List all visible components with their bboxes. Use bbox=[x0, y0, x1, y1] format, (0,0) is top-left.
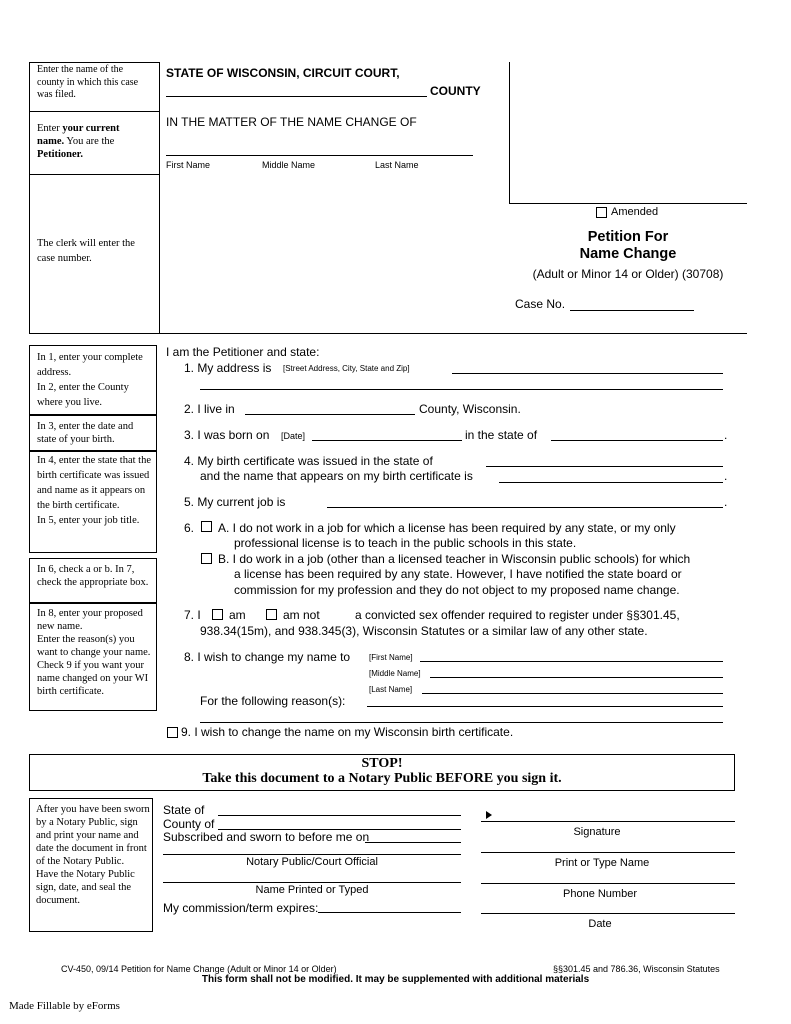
phone-label: Phone Number bbox=[563, 888, 637, 900]
item-6-number: 6. bbox=[184, 521, 195, 535]
county-residence-line[interactable] bbox=[245, 414, 415, 415]
subtitle: (Adult or Minor 14 or Older) (30708) bbox=[532, 267, 724, 281]
state-of-label: State of bbox=[163, 803, 205, 817]
signature-label: Signature bbox=[573, 826, 621, 838]
statutes: §§301.45 and 786.36, Wisconsin Statutes bbox=[553, 964, 720, 974]
am-label: am bbox=[229, 608, 246, 622]
notary-signature-line[interactable] bbox=[163, 854, 461, 855]
address-line-1[interactable] bbox=[452, 373, 723, 374]
option-6b-checkbox[interactable] bbox=[201, 553, 212, 564]
caption-bottom-line bbox=[509, 203, 747, 204]
notary-hint: After you have been sworn by a Notary Public, sign and print your name and date the document in front of the Notary Public. Have the Notary Public sign, date, and seal the document. bbox=[36, 804, 150, 906]
notary-printed-label: Name Printed or Typed bbox=[255, 884, 369, 896]
item-6b-line-3: commission for my profession and they do not object to my proposed name change. bbox=[234, 583, 680, 597]
commission-line[interactable] bbox=[318, 912, 461, 913]
item-7-line-2: 938.34(15m), and 938.345(3), Wisconsin Statutes or a similar law of any other state. bbox=[200, 624, 648, 638]
am-not-label: am not bbox=[283, 608, 320, 622]
form-notice: This form shall not be modified. It may be supplemented with additional materials bbox=[201, 974, 590, 985]
name-hint bbox=[37, 122, 147, 161]
last-name-label: Last Name bbox=[375, 160, 419, 170]
county-of-label: County of bbox=[163, 817, 215, 831]
hint-8-9: In 8, enter your proposed new name. Enter the reason(s) you want to change your name. Check 9 if you want your name changed on your WI birth certificate. bbox=[37, 608, 151, 697]
item-6b-line-2: a license has been required by any state. However, I have notified the state board or bbox=[234, 567, 682, 581]
notary-printed-line[interactable] bbox=[163, 882, 461, 883]
hint-1-2: In 1, enter your complete address. In 2, enter the County where you live. bbox=[37, 352, 143, 408]
item-2-suffix: County, Wisconsin. bbox=[419, 402, 521, 416]
petitioner-signature-line[interactable] bbox=[481, 821, 735, 822]
notary-official-label: Notary Public/Court Official bbox=[246, 856, 378, 868]
item-7-text: a convicted sex offender required to register under §§301.45, bbox=[355, 608, 680, 622]
name-hint-bold2: Petitioner. bbox=[37, 149, 83, 160]
arrow-right-icon bbox=[486, 811, 492, 819]
item-6a-line-2: professional license is to teach in the public schools in this state. bbox=[234, 536, 577, 550]
item-6b-line-1: B. I do work in a job (other than a licensed teacher in Wisconsin public schools) for which bbox=[218, 552, 691, 566]
county-label: COUNTY bbox=[430, 84, 481, 98]
item-3-mid: in the state of bbox=[465, 428, 538, 442]
matter-heading: IN THE MATTER OF THE NAME CHANGE OF bbox=[166, 115, 417, 129]
item-3-period: . bbox=[724, 428, 728, 442]
item-4-line-b: and the name that appears on my birth certificate is bbox=[200, 469, 473, 483]
item-1-label: 1. My address is bbox=[184, 361, 272, 375]
header-divider bbox=[159, 62, 160, 334]
case-no-line[interactable] bbox=[570, 310, 694, 311]
clerk-hint: The clerk will enter the case number. bbox=[37, 238, 135, 264]
am-not-checkbox[interactable] bbox=[266, 609, 277, 620]
am-checkbox[interactable] bbox=[212, 609, 223, 620]
commission-label: My commission/term expires: bbox=[163, 901, 319, 915]
item-5-label: 5. My current job is bbox=[184, 495, 286, 509]
item-5-period: . bbox=[724, 495, 728, 509]
item-4-line-a: 4. My birth certificate was issued in the state of bbox=[184, 454, 433, 468]
case-no-label: Case No. bbox=[515, 297, 566, 311]
print-name-line[interactable] bbox=[481, 852, 735, 853]
item-3-hint: [Date] bbox=[281, 431, 306, 441]
date-line[interactable] bbox=[481, 913, 735, 914]
middle-name-label: Middle Name bbox=[262, 160, 316, 170]
name-hint-bold: your current name. bbox=[37, 123, 120, 147]
amended-label: Amended bbox=[611, 206, 659, 218]
item-6a-line-1: A. I do not work in a job for which a license has been required by any state, or my only bbox=[218, 521, 676, 535]
certificate-name-line[interactable] bbox=[499, 482, 723, 483]
header-frame bbox=[29, 62, 747, 334]
sidebar-divider-1 bbox=[29, 111, 159, 112]
amended-checkbox[interactable] bbox=[596, 207, 607, 218]
reasons-line-2[interactable] bbox=[200, 722, 723, 723]
first-name-label: First Name bbox=[166, 160, 211, 170]
court-heading: STATE OF WISCONSIN, CIRCUIT COURT, bbox=[166, 66, 400, 80]
item-3-label: 3. I was born on bbox=[184, 428, 270, 442]
birth-certificate-checkbox[interactable] bbox=[167, 727, 178, 738]
eforms-credit: Made Fillable by eForms bbox=[9, 1000, 120, 1012]
form-id: CV-450, 09/14 Petition for Name Change (Adult or Minor 14 or Older) bbox=[61, 964, 337, 974]
hint-6-7: In 6, check a or b. In 7, check the appropriate box. bbox=[37, 564, 149, 588]
new-middle-name-hint: [Middle Name] bbox=[369, 669, 421, 678]
item-2-label: 2. I live in bbox=[184, 402, 235, 416]
state-of-line[interactable] bbox=[218, 815, 461, 816]
option-6a-checkbox[interactable] bbox=[201, 521, 212, 532]
reasons-line-1[interactable] bbox=[367, 706, 723, 707]
stop-message: Take this document to a Notary Public BEFORE you sign it. bbox=[202, 771, 562, 786]
title-line-2: Name Change bbox=[579, 246, 677, 262]
hint-3: In 3, enter the date and state of your birth. bbox=[37, 421, 134, 445]
hint-4-5: In 4, enter the state that the birth certificate was issued and name as it appears on the birth certificate. In 5, enter your job title. bbox=[37, 455, 151, 526]
name-hint-mid: You are the bbox=[64, 136, 115, 147]
new-last-name-line[interactable] bbox=[422, 693, 723, 694]
new-last-name-hint: [Last Name] bbox=[369, 685, 413, 694]
county-line[interactable] bbox=[166, 96, 427, 97]
header-top-line bbox=[29, 62, 159, 63]
new-first-name-line[interactable] bbox=[420, 661, 723, 662]
birth-date-line[interactable] bbox=[312, 440, 462, 441]
item-1-hint: [Street Address, City, State and Zip] bbox=[283, 364, 410, 373]
birth-state-line[interactable] bbox=[551, 440, 723, 441]
item-4-period: . bbox=[724, 469, 728, 483]
print-name-label: Print or Type Name bbox=[554, 857, 650, 869]
certificate-state-line[interactable] bbox=[486, 466, 723, 467]
date-label: Date bbox=[588, 918, 612, 930]
petitioner-name-line[interactable] bbox=[166, 155, 473, 156]
item-8-label: 8. I wish to change my name to bbox=[184, 650, 351, 664]
sidebar-divider-2 bbox=[29, 174, 159, 175]
phone-line[interactable] bbox=[481, 883, 735, 884]
title-line-1: Petition For bbox=[587, 229, 669, 245]
county-hint: Enter the name of the county in which this case was filed. bbox=[37, 64, 139, 100]
item-9-text: 9. I wish to change the name on my Wisconsin birth certificate. bbox=[181, 725, 514, 739]
reasons-label: For the following reason(s): bbox=[200, 694, 346, 708]
caption-right-line bbox=[509, 62, 510, 204]
new-first-name-hint: [First Name] bbox=[369, 653, 413, 662]
sworn-date-line[interactable] bbox=[365, 842, 461, 843]
item-7-number: 7. I bbox=[184, 608, 201, 622]
job-line[interactable] bbox=[327, 507, 723, 508]
name-hint-pre: Enter bbox=[37, 123, 63, 134]
intro-text: I am the Petitioner and state: bbox=[166, 345, 320, 359]
new-middle-name-line[interactable] bbox=[430, 677, 723, 678]
address-line-2[interactable] bbox=[200, 389, 723, 390]
stop-heading: STOP! bbox=[361, 756, 403, 771]
sworn-label: Subscribed and sworn to before me on bbox=[163, 830, 370, 844]
